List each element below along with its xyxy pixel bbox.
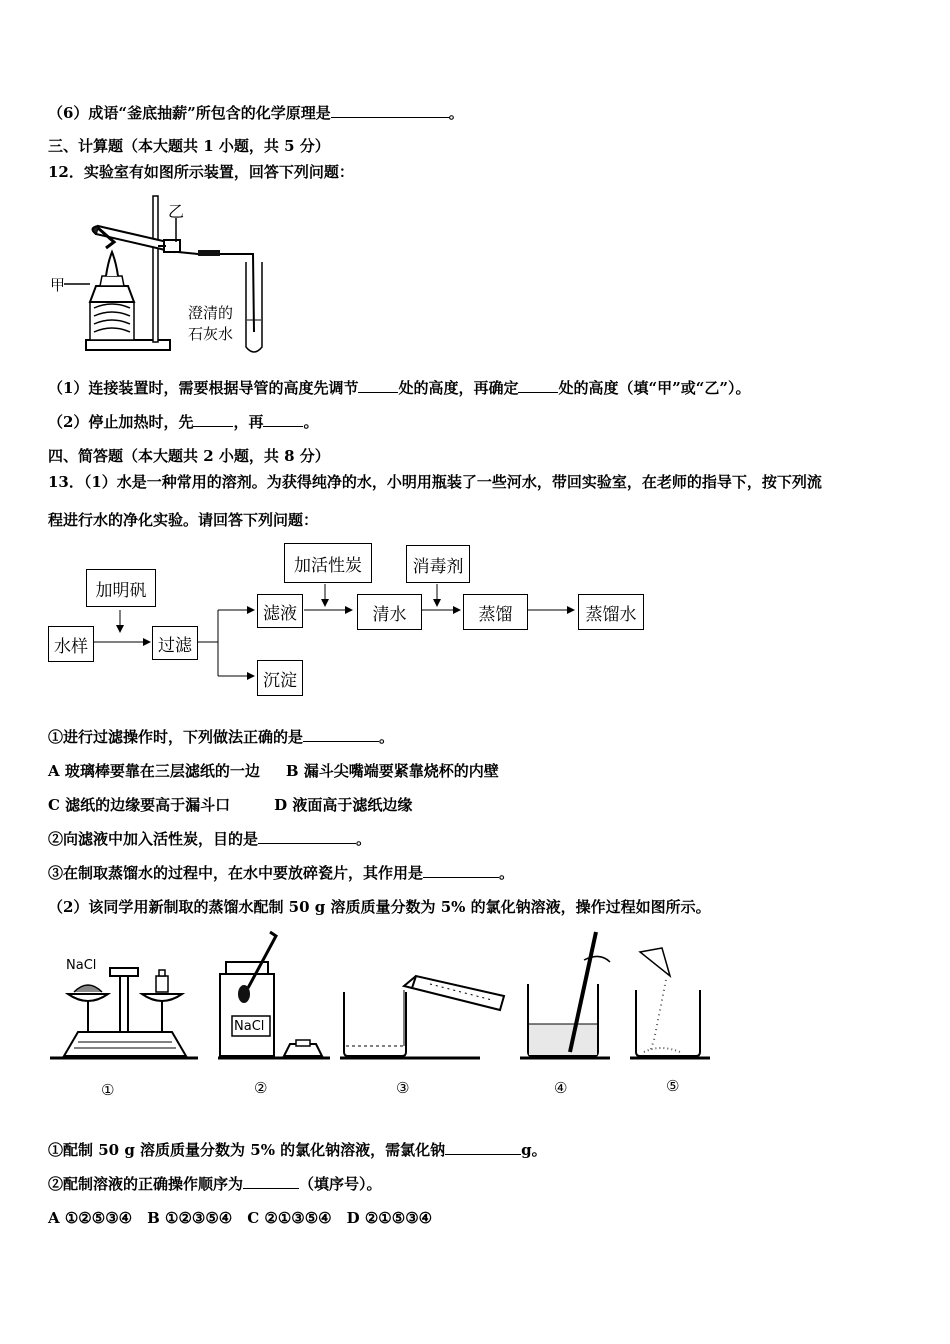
q6-text: （6）成语“釜底抽薪”所包含的化学原理是 <box>48 104 331 122</box>
q13-stem-1: 13．（1）水是一种常用的溶剂。为获得纯净的水，小明用瓶装了一些河水，带回实验室，在老师的指导下，按下列流 <box>48 473 822 491</box>
q13-c2 <box>48 1174 382 1194</box>
q12-part1 <box>48 378 750 398</box>
nacl-label-bottle: NaCl <box>234 1019 265 1034</box>
section3-heading: 三、计算题（本大题共 1 小题，共 5 分） <box>48 137 330 155</box>
q12-part2-blank-1[interactable] <box>193 412 233 427</box>
q13-part2: （2）该同学用新制取的蒸馏水配制 50 g 溶质质量分数为 5% 的氯化钠溶液，操作过程如图所示。 <box>48 898 711 916</box>
flow-water-sample: 水样 <box>48 626 94 662</box>
figure-number-3: ③ <box>396 1079 410 1097</box>
flow-activated-carbon: 加活性炭 <box>284 543 372 583</box>
stirring-figure <box>520 932 610 1058</box>
q12-part1-blank-2[interactable] <box>518 378 558 393</box>
q12-part1-text-c: 处的高度（填“甲”或“乙”）。 <box>558 379 751 397</box>
q12-stem: 12．实验室有如图所示装置，回答下列问题： <box>48 163 354 181</box>
nacl-label-balance: NaCl <box>66 958 97 973</box>
section4-heading: 四、简答题（本大题共 2 小题，共 8 分） <box>48 447 330 465</box>
q13-s1-text: ①进行过滤操作时，下列做法正确的是 <box>48 728 304 746</box>
flow-filtrate: 滤液 <box>257 594 303 628</box>
q12-part1-text-b: 处的高度，再确定 <box>398 379 519 397</box>
label-yi: 乙 <box>168 202 185 221</box>
figure-number-1: ① <box>101 1081 115 1099</box>
flow-clear-water: 清水 <box>357 594 422 630</box>
q13-s2-end: 。 <box>356 830 372 848</box>
q13-c1-text: ①配制 50 g 溶质质量分数为 5% 的氯化钠溶液，需氯化钠 <box>48 1141 446 1159</box>
q13-s3-end: 。 <box>499 864 515 882</box>
q13-s1-end: 。 <box>379 728 395 746</box>
q12-part1-text-a: （1）连接装置时，需要根据导管的高度先调节 <box>48 379 359 397</box>
flow-alum: 加明矾 <box>86 569 156 607</box>
q12-part2-text-c: 。 <box>303 413 319 431</box>
q12-part2-text-a: （2）停止加热时，先 <box>48 413 194 431</box>
q6-line <box>48 103 464 123</box>
pouring-figure <box>340 976 504 1058</box>
q12-part2 <box>48 412 318 432</box>
option-d: D 液面高于滤纸边缘 <box>274 796 413 814</box>
q13-s1-blank[interactable] <box>303 727 379 742</box>
q12-apparatus-figure <box>48 192 278 360</box>
label-limewater-2: 石灰水 <box>188 325 234 343</box>
solution-prep-figure <box>40 928 720 1068</box>
label-jia: 甲 <box>50 276 66 294</box>
q13-s2-blank[interactable] <box>258 829 356 844</box>
flow-distilled-water: 蒸馏水 <box>578 594 644 630</box>
q13-s3-blank[interactable] <box>423 863 499 878</box>
q13-c1 <box>48 1140 547 1160</box>
q13-c2-blank[interactable] <box>243 1174 299 1189</box>
option-c: C 滤纸的边缘要高于漏斗口 <box>48 796 231 814</box>
q13-c1-blank[interactable] <box>445 1140 521 1155</box>
reagent-bottle-figure <box>218 932 330 1058</box>
figure-number-2: ② <box>254 1079 268 1097</box>
q6-blank[interactable] <box>331 103 449 118</box>
q12-part2-text-b: ，再 <box>233 413 264 431</box>
figure-number-4: ④ <box>554 1079 568 1097</box>
q12-part1-blank-1[interactable] <box>358 378 398 393</box>
option-b: B 漏斗尖嘴端要紧靠烧杯的内壁 <box>285 762 499 780</box>
adding-solid-figure <box>630 948 710 1058</box>
q6-end: 。 <box>448 104 464 122</box>
q13-s2-text: ②向滤液中加入活性炭，目的是 <box>48 830 259 848</box>
flow-sediment: 沉淀 <box>257 660 303 696</box>
q13-stem-2: 程进行水的净化实验。请回答下列问题： <box>48 511 319 529</box>
q13-c2-text: ②配制溶液的正确操作顺序为 <box>48 1175 244 1193</box>
q13-choices: A ①②⑤③④ B ①②③⑤④ C ②①③⑤④ D ②①⑤③④ <box>48 1209 433 1227</box>
q13-options-cd <box>48 795 412 815</box>
balance-figure <box>50 968 198 1058</box>
flow-distill: 蒸馏 <box>463 594 528 630</box>
option-a: A 玻璃棒要靠在三层滤纸的一边 <box>48 762 260 780</box>
q13-s3-text: ③在制取蒸馏水的过程中，在水中要放碎瓷片，其作用是 <box>48 864 424 882</box>
q13-s2 <box>48 829 371 849</box>
q13-s3 <box>48 863 514 883</box>
flow-filter: 过滤 <box>152 626 198 660</box>
q13-c2-end: （填序号）。 <box>299 1175 382 1193</box>
figure-number-5: ⑤ <box>666 1077 680 1095</box>
q12-part2-blank-2[interactable] <box>263 412 303 427</box>
label-limewater-1: 澄清的 <box>188 304 234 322</box>
q13-options-ab <box>48 761 499 781</box>
q13-s1 <box>48 727 394 747</box>
q13-c1-end: g。 <box>521 1141 547 1159</box>
flow-disinfectant: 消毒剂 <box>406 545 470 583</box>
